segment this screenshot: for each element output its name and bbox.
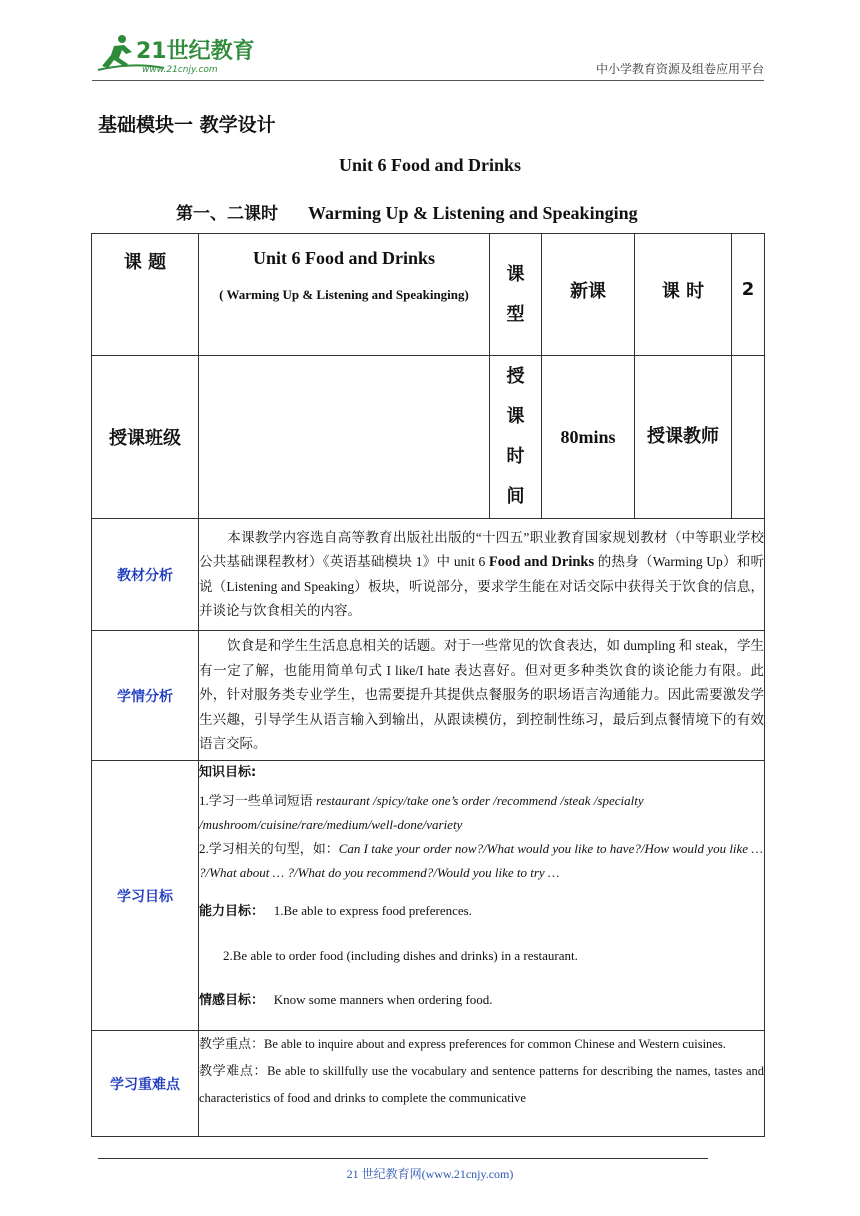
teacher-label: 授课教师 (635, 356, 732, 519)
analysis-text-part: 本课教学内容选自高等教育出版社出版的“十四五”职业教育国家规划教材（中等职业学校公共基础课程教材）《英语基础模块 1》中 unit 6 (199, 529, 764, 569)
emotion-text: Know some manners when ordering food. (273, 992, 493, 1007)
table-row (92, 1031, 765, 1137)
table-row (92, 761, 765, 1031)
table-row (92, 234, 765, 356)
teacher-value (732, 356, 765, 519)
ability-heading: 能力目标： (199, 904, 265, 919)
analysis-text (199, 519, 765, 631)
logo (92, 32, 262, 76)
table-row (92, 356, 765, 519)
logo-text: 21世纪教育 (136, 39, 255, 64)
footer-link[interactable]: 21 世纪教育网(www.21cnjy.com) (346, 1167, 514, 1181)
knowledge-item-1 (199, 789, 764, 837)
lesson-plan-table (91, 233, 765, 1137)
lesson-title (176, 199, 638, 224)
difficulty-text: Be able to skillfully use the vocabulary and sentence patterns for describing the names, tastes and characteristics of food and drinks to complete the communicative (199, 1064, 764, 1105)
type-label-text: 课型 (506, 263, 525, 325)
hours-label: 课 时 (635, 234, 732, 356)
type-label (490, 234, 542, 356)
knowledge-heading: 知识目标: (199, 765, 257, 780)
course-subtitle: ( Warming Up & Listening and Speakinging) (219, 287, 469, 302)
students-text (199, 631, 765, 761)
page-header (92, 30, 764, 80)
analysis-text-part: 的热身（Warming Up）和听说（Listening and Speaking）板块，听说部分，要求学生能在对话交际中获得关于饮食的信息，并谈论与饮食相关的内容。 (199, 554, 764, 618)
keypoints-cell (199, 1031, 765, 1137)
knowledge-sentences: Can I take your order now?/What would you like to have?/How would you like … ?/What about … ?/What do you recommend?/Would you like to try … (199, 841, 763, 880)
lesson-title-en: Warming Up & Listening and Speakinging (308, 203, 638, 223)
time-label-text: 授课时间 (506, 366, 525, 507)
keypoints-label: 学习重难点 (92, 1031, 199, 1137)
table-row (92, 631, 765, 761)
logo-url: www.21cnjy.com (142, 65, 218, 75)
analysis-label: 教材分析 (92, 519, 199, 631)
goals-cell (199, 761, 765, 1031)
students-label: 学情分析 (92, 631, 199, 761)
students-text-body: 饮食是和学生生活息息相关的话题。对于一些常见的饮食表达，如 dumpling 和 steak，学生有一定了解，也能用简单句式 I like/I hate 表达喜好。但对更多种类饮食的谈论能力有限。此外，针对服务类专业学生，也需要提升其提供点餐服务的职场语言沟通能力。因此需要激发学生兴趣，引导学生从语言输入到输出，从跟读模仿，到控制性练习，最后到点餐情境下的有效语言交际。 (199, 638, 764, 752)
unit-title: Unit 6 Food and Drinks (338, 155, 522, 175)
module-title: 基础模块一 教学设计 (98, 114, 276, 136)
lesson-title-zh: 第一、二课时 (176, 204, 278, 224)
knowledge-item-prefix: 2.学习相关的句型，如： (199, 841, 339, 856)
key-point-text: Be able to inquire about and express preferences for common Chinese and Western cuisines. (264, 1037, 726, 1051)
key-point (199, 1031, 764, 1058)
type-value: 新课 (542, 234, 635, 356)
difficulty-label: 教学难点： (199, 1064, 268, 1079)
topic-label: 课 题 (92, 234, 199, 356)
knowledge-words: restaurant /spicy/take one’s order /recommend /steak /specialty /mushroom/cuisine/rare/medium/well-done/variety (199, 793, 644, 832)
time-label (490, 356, 542, 519)
header-divider (92, 80, 764, 81)
runner-logo-icon (92, 32, 262, 76)
ability-text: 1.Be able to express food preferences. (273, 903, 472, 918)
key-point-label: 教学重点： (199, 1037, 265, 1052)
class-value (199, 356, 490, 519)
goals-label: 学习目标 (92, 761, 199, 1031)
ability-item-2: 2.Be able to order food (including dishes and drinks) in a restaurant. (223, 948, 578, 963)
knowledge-item-2 (199, 837, 764, 885)
platform-name: 中小学教育资源及组卷应用平台 (595, 62, 764, 76)
difficulty-point (199, 1058, 764, 1111)
course-title: Unit 6 Food and Drinks (252, 248, 436, 268)
table-row (92, 519, 765, 631)
emotion-item (199, 988, 764, 1013)
emotion-heading: 情感目标： (199, 993, 265, 1008)
time-value: 80mins (542, 356, 635, 519)
analysis-text-bold: Food and Drinks (488, 554, 595, 570)
hours-value: 2 (732, 234, 765, 356)
class-label: 授课班级 (92, 356, 199, 519)
knowledge-item-prefix: 1.学习一些单词短语 (199, 793, 317, 808)
footer-divider (98, 1158, 708, 1159)
course-title-cell (199, 234, 490, 356)
ability-item-1 (199, 899, 764, 924)
